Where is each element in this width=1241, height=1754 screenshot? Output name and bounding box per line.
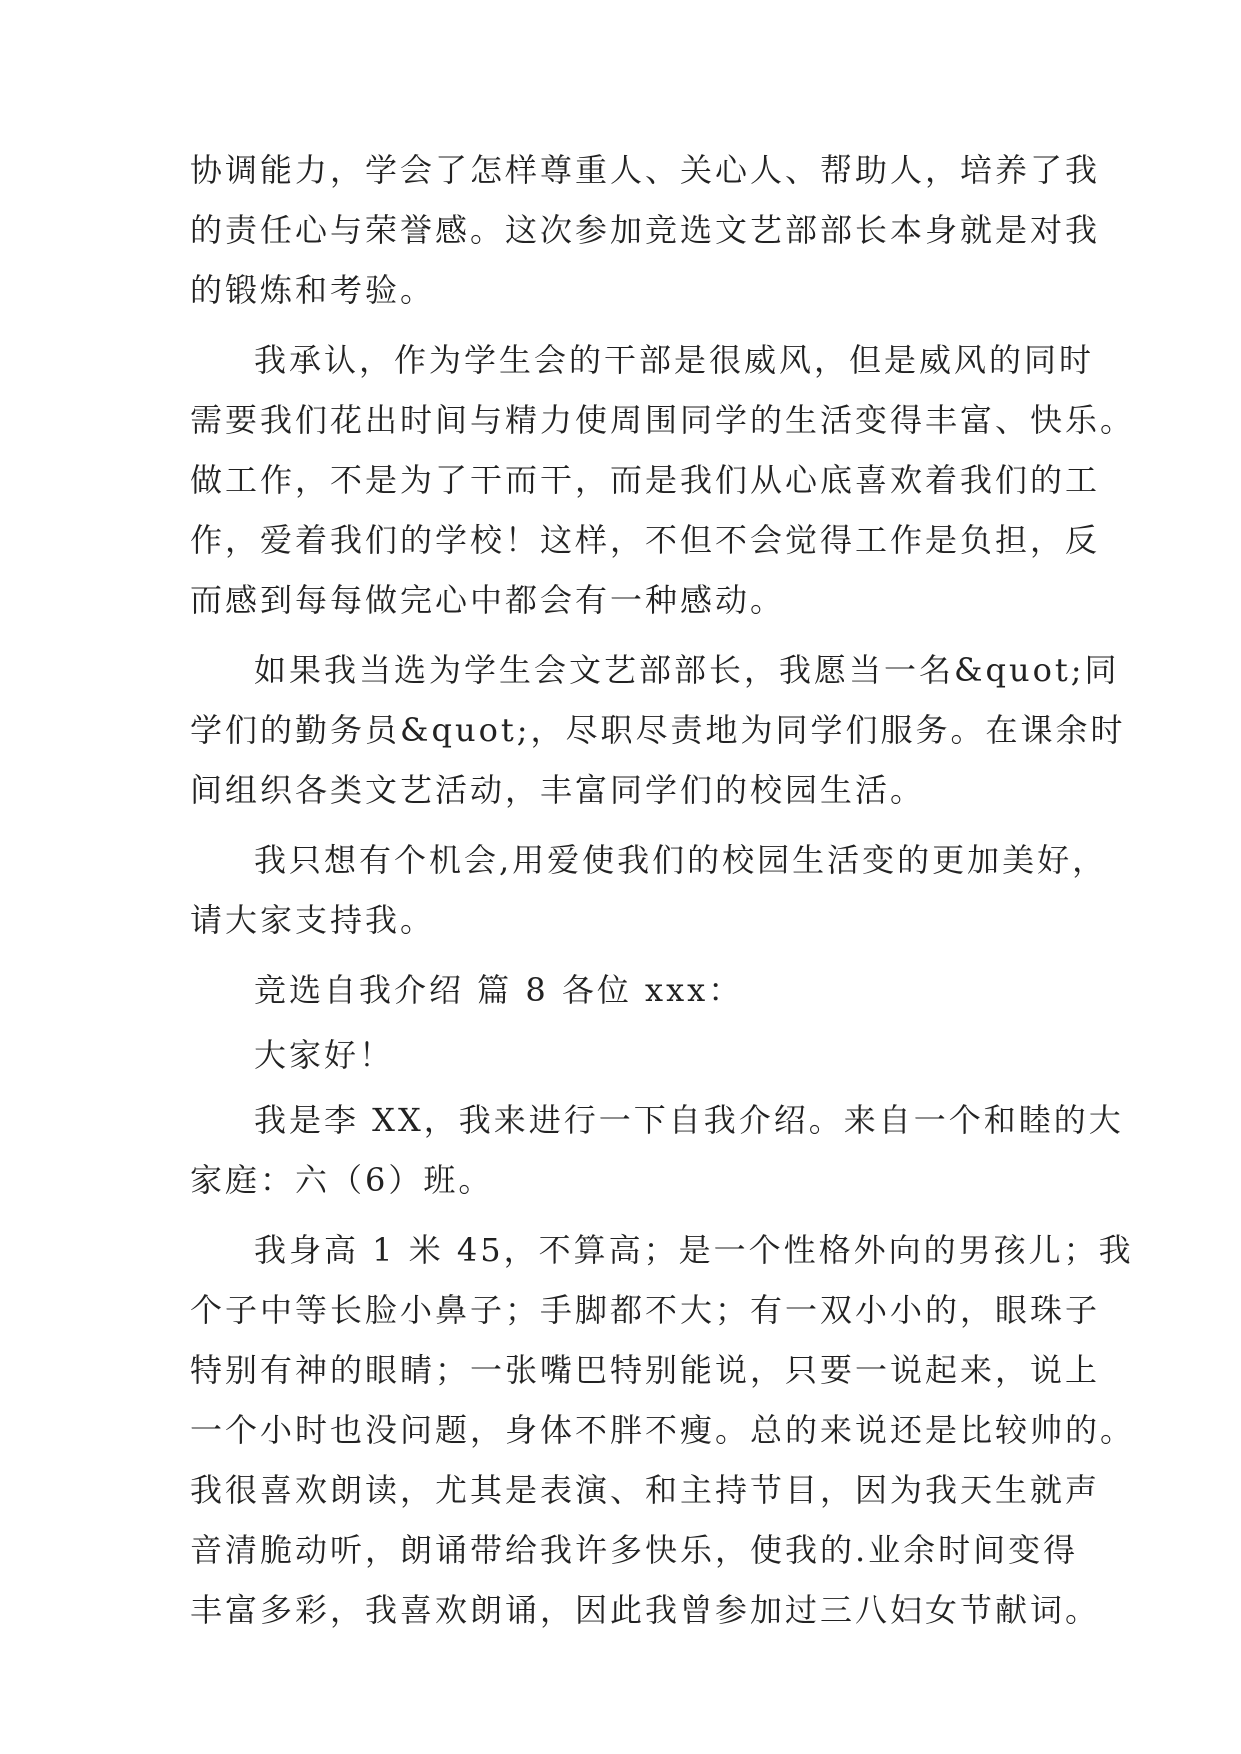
text-line: 的锻炼和考验。 — [190, 271, 436, 309]
text-line: 学们的勤务员&quot;，尽职尽责地为同学们服务。在课余时 — [190, 711, 1126, 749]
text-line: 需要我们花出时间与精力使周围同学的生活变得丰富、快乐。 — [190, 401, 1136, 439]
section-heading: 竞选自我介绍 篇 8 各位 xxx： — [254, 971, 744, 1009]
text-line: 一个小时也没问题，身体不胖不瘦。总的来说还是比较帅的。 — [190, 1411, 1136, 1449]
text-line: 的责任心与荣誉感。这次参加竞选文艺部部长本身就是对我 — [190, 211, 1101, 249]
text-line: 我很喜欢朗读，尤其是表演、和主持节目，因为我天生就声 — [190, 1471, 1101, 1509]
greeting-line: 大家好！ — [254, 1036, 395, 1074]
text-line: 特别有神的眼睛；一张嘴巴特别能说，只要一说起来，说上 — [190, 1351, 1101, 1389]
paragraph-first-line: 我承认，作为学生会的干部是很威风，但是威风的同时 — [254, 341, 1095, 379]
paragraph-first-line: 我只想有个机会,用爱使我们的校园生活变的更加美好， — [254, 841, 1108, 879]
text-line: 音清脆动听，朗诵带给我许多快乐，使我的.业余时间变得 — [190, 1531, 1079, 1569]
paragraph-first-line: 我身高 1 米 45，不算高；是一个性格外向的男孩儿；我 — [254, 1231, 1134, 1269]
text-line: 作，爱着我们的学校！这样，不但不会觉得工作是负担，反 — [190, 521, 1101, 559]
text-line: 个子中等长脸小鼻子；手脚都不大；有一双小小的，眼珠子 — [190, 1291, 1101, 1329]
paragraph-first-line: 我是李 XX，我来进行一下自我介绍。来自一个和睦的大 — [254, 1101, 1124, 1139]
text-line: 协调能力，学会了怎样尊重人、关心人、帮助人，培养了我 — [190, 151, 1101, 189]
text-line: 丰富多彩，我喜欢朗诵，因此我曾参加过三八妇女节献词。 — [190, 1591, 1101, 1629]
text-line: 间组织各类文艺活动，丰富同学们的校园生活。 — [190, 771, 926, 809]
text-line: 做工作，不是为了干而干，而是我们从心底喜欢着我们的工 — [190, 461, 1101, 499]
text-line: 家庭：六（6）班。 — [190, 1161, 494, 1199]
text-line: 而感到每每做完心中都会有一种感动。 — [190, 581, 786, 619]
paragraph-first-line: 如果我当选为学生会文艺部部长，我愿当一名&quot;同 — [254, 651, 1120, 689]
text-line: 请大家支持我。 — [190, 901, 436, 939]
